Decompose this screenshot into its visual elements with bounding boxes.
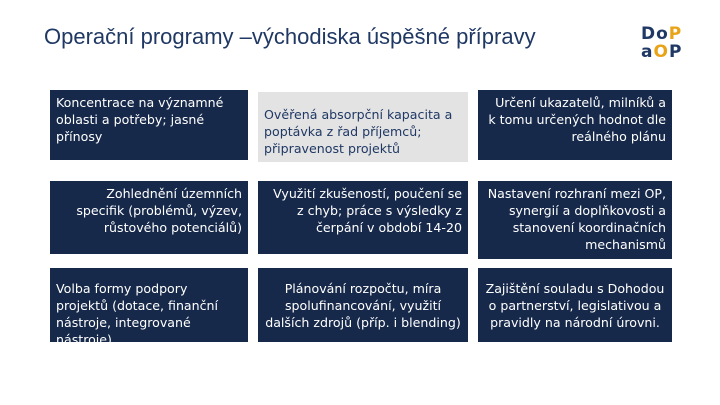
- cell-absorption-capacity: [258, 92, 468, 162]
- cell-budget-planning: [258, 268, 468, 342]
- cell-text: Zohlednění územních specifik (problémů, výzev, růstového potenciálů): [76, 186, 242, 235]
- cell-text: Určení ukazatelů, milníků a k tomu určených hodnot dle reálného plánu: [488, 95, 666, 144]
- cell-text: Ověřená absorpční kapacita a poptávka z řad příjemců; připravenost projektů: [264, 107, 453, 156]
- cell-text: Volba formy podpory projektů (dotace, finanční nástroje, integrované nástroje): [56, 281, 219, 347]
- cell-text: Zajištění souladu s Dohodou o partnerství, legislativou a pravidly na národní úrovni.: [485, 281, 665, 330]
- logo-line-2: aOP: [641, 42, 683, 62]
- cell-text: Koncentrace na významné oblasti a potřeby; jasné přínosy: [56, 95, 224, 144]
- cell-interface: [478, 181, 672, 259]
- logo-line-1: DoP: [641, 24, 683, 44]
- cell-compliance: [478, 268, 672, 342]
- cell-support-form: [50, 268, 248, 347]
- cell-text: Nastavení rozhraní mezi OP, synergií a doplňkovosti a stanovení koordinačních mechanismů: [487, 186, 666, 252]
- cell-territorial-specifics: [50, 181, 248, 254]
- cell-indicators: [478, 90, 672, 160]
- dopaop-logo: [641, 25, 691, 61]
- page-title: Operační programy –východiska úspěšné přípravy: [44, 24, 536, 49]
- cell-text: Plánování rozpočtu, míra spolufinancování, využití dalších zdrojů (příp. i blending): [265, 281, 461, 330]
- cell-experience: [258, 181, 468, 254]
- cell-text: Využití zkušeností, poučení se z chyb; práce s výsledky z čerpání v období 14-20: [273, 186, 462, 235]
- cell-concentration: [50, 90, 248, 160]
